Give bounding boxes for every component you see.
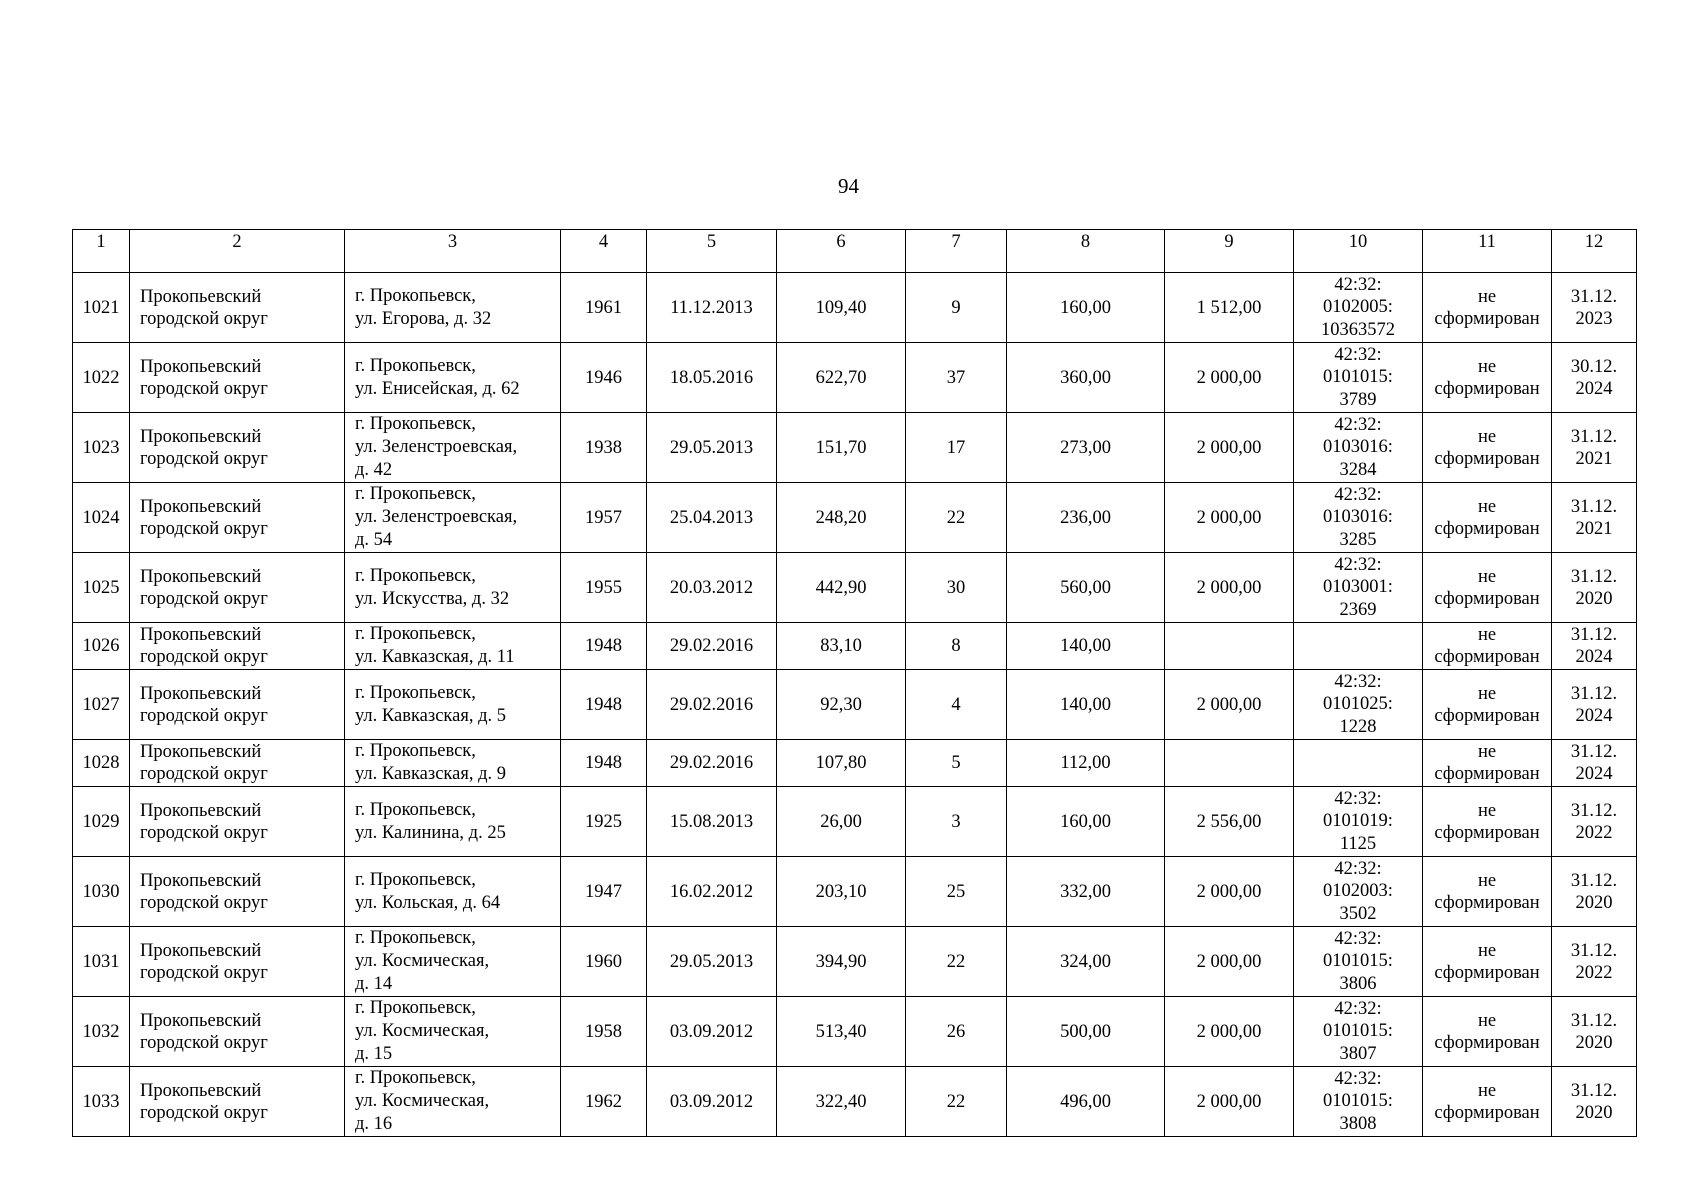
- column-header: 5: [647, 230, 777, 273]
- land-area-cell: 112,00: [1007, 740, 1165, 787]
- address-cell: г. Прокопьевск, ул. Кавказская, д. 9: [345, 740, 561, 787]
- table-row: [73, 997, 1637, 1067]
- column-header: 2: [130, 230, 345, 273]
- land-area-cell: 273,00: [1007, 413, 1165, 483]
- address-cell: г. Прокопьевск, ул. Космическая, д. 15: [345, 997, 561, 1067]
- year-cell: 1948: [561, 670, 647, 740]
- date-cell: 29.02.2016: [647, 670, 777, 740]
- area-cell: 248,20: [777, 483, 906, 553]
- deadline-cell: 31.12. 2024: [1552, 623, 1637, 670]
- cadastral-cell: 42:32: 0101015: 3807: [1294, 997, 1423, 1067]
- residents-cell: 22: [906, 1067, 1007, 1137]
- table-row: [73, 857, 1637, 927]
- address-cell: г. Прокопьевск, ул. Егорова, д. 32: [345, 273, 561, 343]
- municipality-cell: Прокопьевский городской округ: [130, 273, 345, 343]
- residents-cell: 3: [906, 787, 1007, 857]
- address-cell: г. Прокопьевск, ул. Кавказская, д. 5: [345, 670, 561, 740]
- address-cell: г. Прокопьевск, ул. Калинина, д. 25: [345, 787, 561, 857]
- municipality-cell: Прокопьевский городской округ: [130, 553, 345, 623]
- table-row: [73, 273, 1637, 343]
- area-cell: 92,30: [777, 670, 906, 740]
- municipality-cell: Прокопьевский городской округ: [130, 413, 345, 483]
- col9-cell: 2 000,00: [1165, 857, 1294, 927]
- land-area-cell: 160,00: [1007, 787, 1165, 857]
- table-row: [73, 670, 1637, 740]
- row-number: 1028: [73, 740, 130, 787]
- municipality-cell: Прокопьевский городской округ: [130, 343, 345, 413]
- column-header: 9: [1165, 230, 1294, 273]
- row-number: 1033: [73, 1067, 130, 1137]
- row-number: 1029: [73, 787, 130, 857]
- land-area-cell: 236,00: [1007, 483, 1165, 553]
- date-cell: 29.05.2013: [647, 413, 777, 483]
- status-cell: не сформирован: [1423, 273, 1552, 343]
- cadastral-cell: 42:32: 0103016: 3285: [1294, 483, 1423, 553]
- row-number: 1027: [73, 670, 130, 740]
- col9-cell: 2 000,00: [1165, 670, 1294, 740]
- residents-cell: 37: [906, 343, 1007, 413]
- col9-cell: [1165, 623, 1294, 670]
- residents-cell: 22: [906, 927, 1007, 997]
- address-cell: г. Прокопьевск, ул. Зеленстроевская, д. 54: [345, 483, 561, 553]
- area-cell: 203,10: [777, 857, 906, 927]
- row-number: 1031: [73, 927, 130, 997]
- row-number: 1032: [73, 997, 130, 1067]
- row-number: 1022: [73, 343, 130, 413]
- municipality-cell: Прокопьевский городской округ: [130, 670, 345, 740]
- cadastral-cell: [1294, 623, 1423, 670]
- col9-cell: 2 000,00: [1165, 553, 1294, 623]
- date-cell: 29.02.2016: [647, 623, 777, 670]
- col9-cell: 2 000,00: [1165, 413, 1294, 483]
- date-cell: 16.02.2012: [647, 857, 777, 927]
- address-cell: г. Прокопьевск, ул. Кольская, д. 64: [345, 857, 561, 927]
- row-number: 1021: [73, 273, 130, 343]
- col9-cell: 2 000,00: [1165, 1067, 1294, 1137]
- date-cell: 11.12.2013: [647, 273, 777, 343]
- deadline-cell: 31.12. 2024: [1552, 670, 1637, 740]
- row-number: 1025: [73, 553, 130, 623]
- year-cell: 1961: [561, 273, 647, 343]
- municipality-cell: Прокопьевский городской округ: [130, 740, 345, 787]
- year-cell: 1962: [561, 1067, 647, 1137]
- date-cell: 29.05.2013: [647, 927, 777, 997]
- table-row: [73, 343, 1637, 413]
- land-area-cell: 500,00: [1007, 997, 1165, 1067]
- table-row: [73, 413, 1637, 483]
- address-cell: г. Прокопьевск, ул. Космическая, д. 16: [345, 1067, 561, 1137]
- land-area-cell: 140,00: [1007, 623, 1165, 670]
- residents-cell: 30: [906, 553, 1007, 623]
- address-cell: г. Прокопьевск, ул. Искусства, д. 32: [345, 553, 561, 623]
- residents-cell: 25: [906, 857, 1007, 927]
- table-row: [73, 740, 1637, 787]
- year-cell: 1925: [561, 787, 647, 857]
- table-row: [73, 553, 1637, 623]
- residents-cell: 4: [906, 670, 1007, 740]
- status-cell: не сформирован: [1423, 1067, 1552, 1137]
- col9-cell: [1165, 740, 1294, 787]
- area-cell: 109,40: [777, 273, 906, 343]
- column-header: 10: [1294, 230, 1423, 273]
- column-number-row: [73, 230, 1637, 273]
- year-cell: 1957: [561, 483, 647, 553]
- residents-cell: 5: [906, 740, 1007, 787]
- column-header: 1: [73, 230, 130, 273]
- land-area-cell: 496,00: [1007, 1067, 1165, 1137]
- year-cell: 1960: [561, 927, 647, 997]
- deadline-cell: 30.12. 2024: [1552, 343, 1637, 413]
- deadline-cell: 31.12. 2022: [1552, 787, 1637, 857]
- address-cell: г. Прокопьевск, ул. Зеленстроевская, д. 42: [345, 413, 561, 483]
- land-area-cell: 140,00: [1007, 670, 1165, 740]
- deadline-cell: 31.12. 2021: [1552, 483, 1637, 553]
- area-cell: 442,90: [777, 553, 906, 623]
- date-cell: 25.04.2013: [647, 483, 777, 553]
- cadastral-cell: [1294, 740, 1423, 787]
- land-area-cell: 160,00: [1007, 273, 1165, 343]
- column-header: 3: [345, 230, 561, 273]
- deadline-cell: 31.12. 2020: [1552, 997, 1637, 1067]
- address-cell: г. Прокопьевск, ул. Космическая, д. 14: [345, 927, 561, 997]
- municipality-cell: Прокопьевский городской округ: [130, 483, 345, 553]
- row-number: 1030: [73, 857, 130, 927]
- row-number: 1026: [73, 623, 130, 670]
- date-cell: 18.05.2016: [647, 343, 777, 413]
- col9-cell: 2 000,00: [1165, 343, 1294, 413]
- area-cell: 26,00: [777, 787, 906, 857]
- col9-cell: 2 000,00: [1165, 927, 1294, 997]
- municipality-cell: Прокопьевский городской округ: [130, 1067, 345, 1137]
- deadline-cell: 31.12. 2023: [1552, 273, 1637, 343]
- address-cell: г. Прокопьевск, ул. Енисейская, д. 62: [345, 343, 561, 413]
- date-cell: 20.03.2012: [647, 553, 777, 623]
- area-cell: 151,70: [777, 413, 906, 483]
- status-cell: не сформирован: [1423, 343, 1552, 413]
- col9-cell: 2 000,00: [1165, 483, 1294, 553]
- status-cell: не сформирован: [1423, 670, 1552, 740]
- column-header: 12: [1552, 230, 1637, 273]
- municipality-cell: Прокопьевский городской округ: [130, 927, 345, 997]
- status-cell: не сформирован: [1423, 740, 1552, 787]
- deadline-cell: 31.12. 2020: [1552, 1067, 1637, 1137]
- table-row: [73, 623, 1637, 670]
- area-cell: 107,80: [777, 740, 906, 787]
- deadline-cell: 31.12. 2024: [1552, 740, 1637, 787]
- deadline-cell: 31.12. 2020: [1552, 857, 1637, 927]
- year-cell: 1946: [561, 343, 647, 413]
- date-cell: 29.02.2016: [647, 740, 777, 787]
- cadastral-cell: 42:32: 0101015: 3806: [1294, 927, 1423, 997]
- municipality-cell: Прокопьевский городской округ: [130, 997, 345, 1067]
- municipality-cell: Прокопьевский городской округ: [130, 623, 345, 670]
- municipality-cell: Прокопьевский городской округ: [130, 787, 345, 857]
- deadline-cell: 31.12. 2021: [1552, 413, 1637, 483]
- cadastral-cell: 42:32: 0101015: 3808: [1294, 1067, 1423, 1137]
- status-cell: не сформирован: [1423, 857, 1552, 927]
- cadastral-cell: 42:32: 0102005: 10363572: [1294, 273, 1423, 343]
- status-cell: не сформирован: [1423, 927, 1552, 997]
- land-area-cell: 360,00: [1007, 343, 1165, 413]
- date-cell: 15.08.2013: [647, 787, 777, 857]
- page-number: 94: [838, 174, 859, 198]
- column-header: 8: [1007, 230, 1165, 273]
- year-cell: 1955: [561, 553, 647, 623]
- year-cell: 1947: [561, 857, 647, 927]
- table-row: [73, 787, 1637, 857]
- deadline-cell: 31.12. 2020: [1552, 553, 1637, 623]
- status-cell: не сформирован: [1423, 413, 1552, 483]
- column-header: 11: [1423, 230, 1552, 273]
- year-cell: 1938: [561, 413, 647, 483]
- area-cell: 322,40: [777, 1067, 906, 1137]
- date-cell: 03.09.2012: [647, 1067, 777, 1137]
- status-cell: не сформирован: [1423, 623, 1552, 670]
- municipality-cell: Прокопьевский городской округ: [130, 857, 345, 927]
- land-area-cell: 324,00: [1007, 927, 1165, 997]
- area-cell: 622,70: [777, 343, 906, 413]
- table-row: [73, 483, 1637, 553]
- table-row: [73, 927, 1637, 997]
- address-cell: г. Прокопьевск, ул. Кавказская, д. 11: [345, 623, 561, 670]
- residents-cell: 9: [906, 273, 1007, 343]
- cadastral-cell: 42:32: 0103001: 2369: [1294, 553, 1423, 623]
- year-cell: 1958: [561, 997, 647, 1067]
- residents-cell: 22: [906, 483, 1007, 553]
- cadastral-cell: 42:32: 0101025: 1228: [1294, 670, 1423, 740]
- year-cell: 1948: [561, 623, 647, 670]
- residents-cell: 17: [906, 413, 1007, 483]
- col9-cell: 2 000,00: [1165, 997, 1294, 1067]
- area-cell: 513,40: [777, 997, 906, 1067]
- residents-cell: 26: [906, 997, 1007, 1067]
- status-cell: не сформирован: [1423, 787, 1552, 857]
- status-cell: не сформирован: [1423, 553, 1552, 623]
- cadastral-cell: 42:32: 0102003: 3502: [1294, 857, 1423, 927]
- area-cell: 394,90: [777, 927, 906, 997]
- land-area-cell: 560,00: [1007, 553, 1165, 623]
- status-cell: не сформирован: [1423, 997, 1552, 1067]
- housing-registry-table: [72, 229, 1637, 1137]
- table-row: [73, 1067, 1637, 1137]
- deadline-cell: 31.12. 2022: [1552, 927, 1637, 997]
- year-cell: 1948: [561, 740, 647, 787]
- column-header: 4: [561, 230, 647, 273]
- status-cell: не сформирован: [1423, 483, 1552, 553]
- cadastral-cell: 42:32: 0103016: 3284: [1294, 413, 1423, 483]
- column-header: 6: [777, 230, 906, 273]
- cadastral-cell: 42:32: 0101019: 1125: [1294, 787, 1423, 857]
- row-number: 1023: [73, 413, 130, 483]
- row-number: 1024: [73, 483, 130, 553]
- date-cell: 03.09.2012: [647, 997, 777, 1067]
- land-area-cell: 332,00: [1007, 857, 1165, 927]
- residents-cell: 8: [906, 623, 1007, 670]
- column-header: 7: [906, 230, 1007, 273]
- area-cell: 83,10: [777, 623, 906, 670]
- col9-cell: 1 512,00: [1165, 273, 1294, 343]
- cadastral-cell: 42:32: 0101015: 3789: [1294, 343, 1423, 413]
- col9-cell: 2 556,00: [1165, 787, 1294, 857]
